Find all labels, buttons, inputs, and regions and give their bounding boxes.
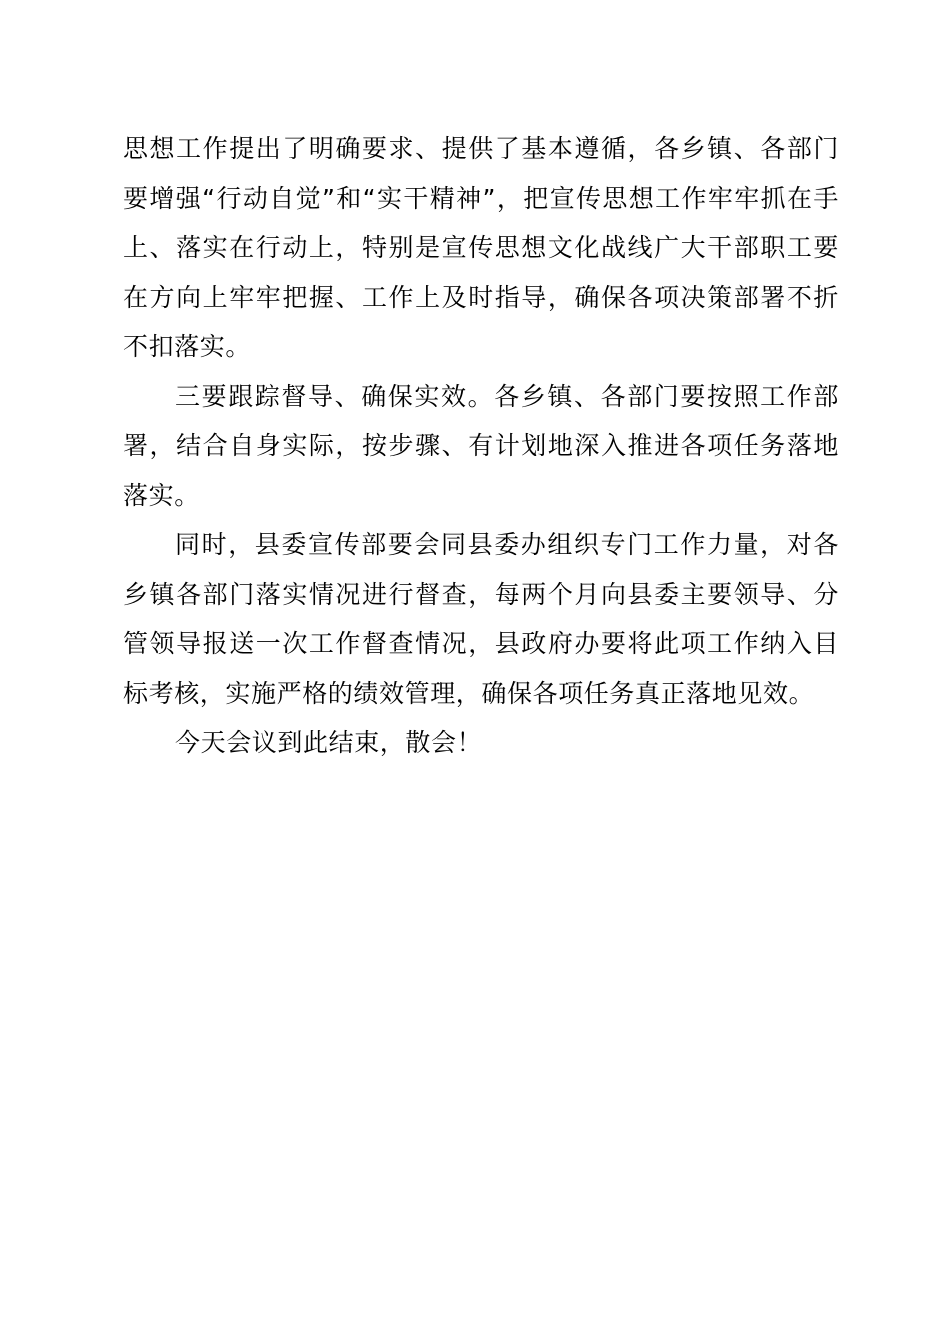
paragraph-continuation: 思想工作提出了明确要求、提供了基本遵循，各乡镇、各部门要增强“行动自觉”和“实干精神”，把宣传思想工作牢牢抓在手上、落实在行动上，特别是宣传思想文化战线广大干部职工要在方向上牢牢把握、工作上及时指导，确保各项决策部署不折不扣落实。 [123, 134, 839, 361]
document-body [123, 124, 839, 768]
paragraph-inspection: 同时，县委宣传部要会同县委办组织专门工作力量，对各乡镇各部门落实情况进行督查，每两个月向县委主要领导、分管领导报送一次工作督查情况，县政府办要将此项工作纳入目标考核，实施严格的绩效管理，确保各项任务真正落地见效。 [123, 530, 839, 708]
paragraph-closing: 今天会议到此结束，散会！ [175, 728, 483, 757]
paragraph-tracking-supervision: 三要跟踪督导、确保实效。各乡镇、各部门要按照工作部署，结合自身实际，按步骤、有计划地深入推进各项任务落地落实。 [123, 381, 839, 510]
